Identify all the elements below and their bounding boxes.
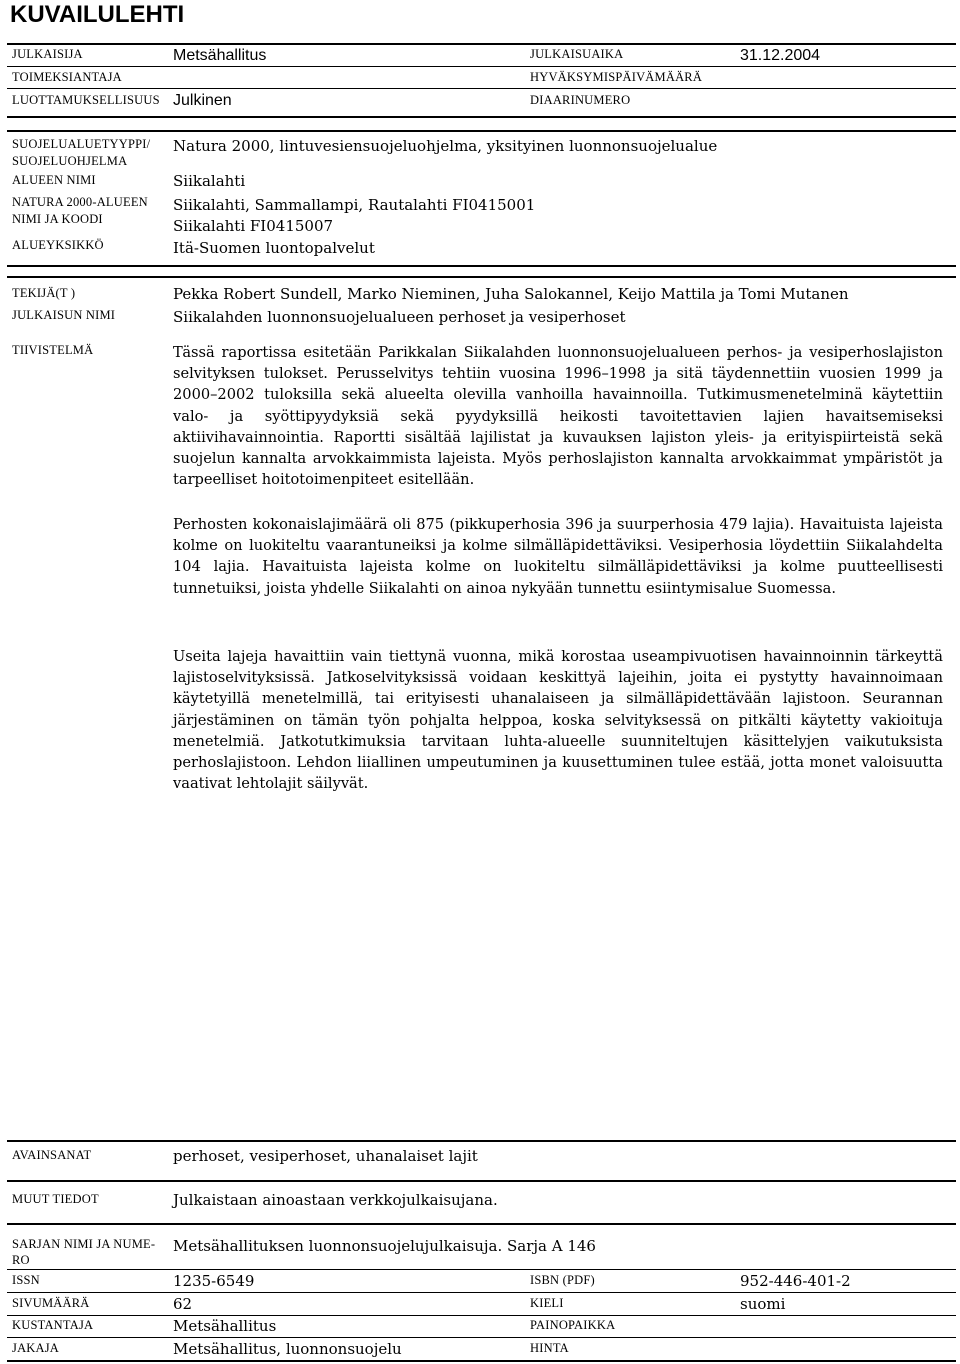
value-julkaisija: Metsähallitus [173,47,267,64]
label-toimeksiantaja: TOIMEKSIANTAJA [12,70,122,84]
value-tekija: Pekka Robert Sundell, Marko Nieminen, Juha Salokannel, Keijo Mattila ja Tomi Mutanen [173,285,849,303]
value-avainsanat: perhoset, vesiperhoset, uhanalaiset lajit [173,1147,478,1165]
label-tekija: TEKIJÄ(T ) [12,286,76,300]
label-sarja-1: SARJAN NIMI JA NUME- [12,1237,156,1251]
value-alueen-nimi: Siikalahti [173,172,246,190]
label-julkaisun-nimi: JULKAISUN NIMI [12,308,116,322]
label-muut-tiedot: MUUT TIEDOT [12,1192,99,1206]
label-natura-2: NIMI JA KOODI [12,212,103,226]
value-alueyksikko: Itä-Suomen luontopalvelut [173,239,375,257]
label-tiivistelma: TIIVISTELMÄ [12,343,94,357]
label-diaarinumero: DIAARINUMERO [530,93,631,107]
label-kustantaja: KUSTANTAJA [12,1318,94,1332]
divider [7,265,956,267]
divider [7,276,956,278]
label-hyvaksymispvm: HYVÄKSYMISPÄIVÄMÄÄRÄ [530,70,703,84]
divider [7,1315,956,1316]
abstract-paragraph-2: Perhosten kokonaislajimäärä oli 875 (pikkuperhosia 396 ja suurperhosia 479 lajia). Havaituista lajeista kolme on luokiteltu vaarantuneiksi ja kolme silmälläpidettäviksi. Vesiperhosia löydettiin Siikalahdelta 104 lajia. Havaituista lajeista kolme on luokiteltu silmälläpidettäviksi ja kolme puutteellisesti tunnetuiksi, joista yhdelle Siikalahti on ainoa nykyään tunnettu esiintymisalue Suomessa. [173,516,943,597]
value-natura-1: Siikalahti, Sammallampi, Rautalahti FI0415001 [173,196,536,214]
label-isbn: ISBN (PDF) [530,1273,595,1287]
divider [7,1292,956,1293]
value-sarja: Metsähallituksen luonnonsuojelujulkaisuja. Sarja A 146 [173,1237,596,1255]
label-suojelualuetyyppi: SUOJELUALUETYYPPI/ [12,137,151,151]
label-sarja-2: RO [12,1253,30,1267]
abstract-paragraph-1: Tässä raportissa esitetään Parikkalan Siikalahden luonnonsuojelualueen perhos- ja vesiperhoslajiston selvityksen tulokset. Perusselvitys tehtiin vuosina 1996–1998 ja sitä täydennettiin vuosien 1999 ja 2000–2002 tuloksilla sekä alueelta olevilla vanhoilla havainnoilla. Tutkimusmenetelminä käytettiin valo- ja syöttipyydyksiä sekä pyydyksillä heikosti tavoitettavien lajien havaitsemiseksi aktiivihavainnointia. Raportti sisältää lajilistat ja kuvauksen lajiston yleis- ja erityispiirteistä sekä suojelun kannalta arvokkaimmista lajeista. Myös perhoslajiston kannalta arvokkaimmat ympäristöt ja tarpeelliset hoitotoimenpiteet esitellään. [173,344,943,489]
label-natura-1: NATURA 2000-ALUEEN [12,195,148,209]
divider [7,1140,956,1142]
divider [7,1360,956,1362]
divider [7,66,956,67]
divider [7,88,956,89]
abstract-paragraph-3: Useita lajeja havaittiin vain tiettynä vuonna, mikä korostaa useampivuotisen havainnoinnin tärkeyttä lajistoselvityksissä. Jatkoselvityksissä voidaan keskittyä lajeihin, joita ei pystytty havainnoimaan käytetyillä menetelmillä, tai erityisesti uhanalaiseen ja silmälläpidettävään lajistoon. Seurannan järjestäminen on tämän työn pohjalta helppoa, koska selvityksessä on pitkälti käytetty vakioituja menetelmiä. Jatkotutkimuksia tarvitaan luhta-alueelle suunniteltujen käsittelyjen vaikutuksista perhoslajistoon. Lehdon liiallinen umpeutuminen ja kuusettuminen tulee estää, jotta monet valoisuutta vaativat lehtolajit säilyvät. [173,648,943,793]
divider [7,1180,956,1182]
label-hinta: HINTA [530,1341,569,1355]
value-julkaisuaika: 31.12.2004 [740,47,821,64]
value-sivumaara: 62 [173,1295,193,1313]
label-sivumaara: SIVUMÄÄRÄ [12,1296,90,1310]
divider [7,116,956,118]
value-suojelualuetyyppi: Natura 2000, lintuvesiensuojeluohjelma, yksityinen luonnonsuojelualue [173,137,718,155]
page-title: KUVAILULEHTI [10,1,185,28]
value-issn: 1235-6549 [173,1272,255,1290]
label-alueyksikko: ALUEYKSIKKÖ [12,238,104,252]
value-isbn: 952-446-401-2 [740,1272,851,1290]
label-julkaisuaika: JULKAISUAIKA [530,47,624,61]
label-avainsanat: AVAINSANAT [12,1148,92,1162]
label-issn: ISSN [12,1273,40,1287]
label-kieli: KIELI [530,1296,564,1310]
value-kustantaja: Metsähallitus [173,1317,277,1335]
label-suojeluohjelma: SUOJELUOHJELMA [12,154,128,168]
label-julkaisija: JULKAISIJA [12,47,83,61]
label-jakaja: JAKAJA [12,1341,60,1355]
divider [7,130,956,132]
value-natura-2: Siikalahti FI0415007 [173,217,334,235]
value-muut-tiedot: Julkaistaan ainoastaan verkkojulkaisujana. [173,1191,498,1209]
value-luottamuksellisuus: Julkinen [173,92,232,109]
label-alueen-nimi: ALUEEN NIMI [12,173,96,187]
value-julkaisun-nimi: Siikalahden luonnonsuojelualueen perhoset ja vesiperhoset [173,308,626,326]
value-jakaja: Metsähallitus, luonnonsuojelu [173,1340,402,1358]
value-kieli: suomi [740,1295,786,1313]
label-painopaikka: PAINOPAIKKA [530,1318,616,1332]
label-luottamuksellisuus: LUOTTAMUKSELLISUUS [12,93,160,107]
divider [7,1269,956,1270]
divider [7,1337,956,1338]
divider [7,1223,956,1225]
